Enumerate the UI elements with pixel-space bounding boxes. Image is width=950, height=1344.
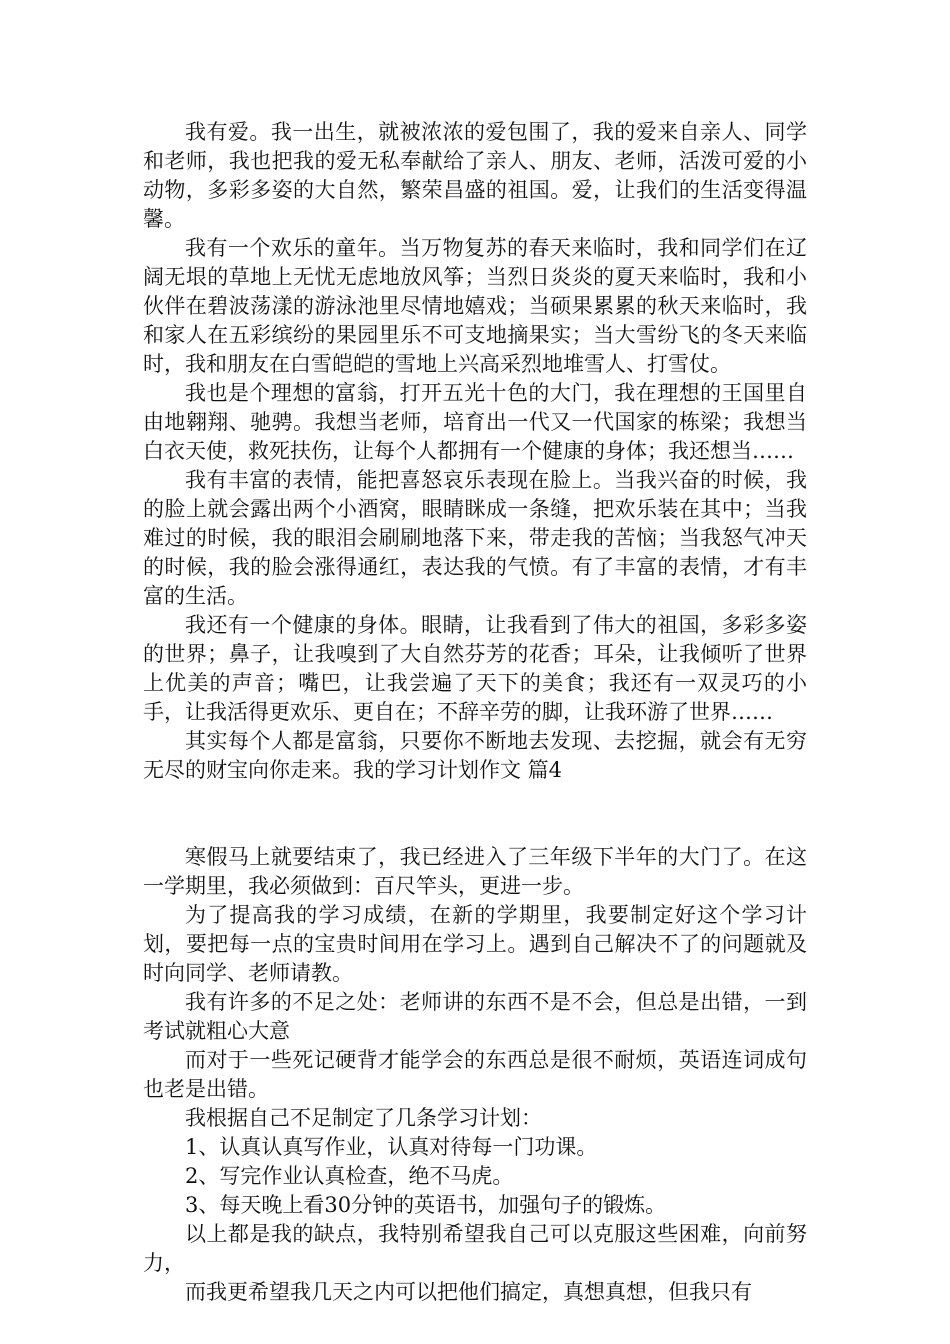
essay-section-1 <box>143 118 807 785</box>
list-item-plan-1: 1、认真认真写作业，认真对待每一门功课。 <box>185 1135 598 1159</box>
paragraph-expressions: 我有丰富的表情，能把喜怒哀乐表现在脸上。当我兴奋的时候，我的脸上就会露出两个小酒窝，眼睛眯成一条缝，把欢乐装在其中；当我难过的时候，我的眼泪会刷刷地落下来，带走我的苦恼；当我怒气冲天的时候，我的脸会涨得通红，表达我的气愤。有了丰富的表情，才有丰富的生活。 <box>143 468 807 608</box>
document-body <box>143 118 807 1307</box>
list-item-plan-3: 3、每天晚上看30分钟的英语书，加强句子的锻炼。 <box>185 1193 667 1217</box>
paragraph-plan-intro: 我根据自己不足制定了几条学习计划： <box>185 1106 542 1130</box>
paragraph-childhood: 我有一个欢乐的童年。当万物复苏的春天来临时，我和同学们在辽阔无垠的草地上无忧无虑地放风筝；当烈日炎炎的夏天来临时，我和小伙伴在碧波荡漾的游泳池里尽情地嬉戏；当硕果累累的秋天来临时，我和家人在五彩缤纷的果园里乐不可支地摘果实；当大雪纷飞的冬天来临时，我和朋友在白雪皑皑的雪地上兴高采烈地堆雪人、打雪仗。 <box>143 236 807 376</box>
paragraph-impatience: 而对于一些死记硬背才能学会的东西总是很不耐烦，英语连词成句也老是出错。 <box>143 1048 807 1101</box>
paragraph-overcome: 以上都是我的缺点，我特别希望我自己可以克服这些困难，向前努力， <box>143 1222 807 1275</box>
paragraph-shortcomings: 我有许多的不足之处：老师讲的东西不是不会，但总是出错，一到考试就粗心大意 <box>143 990 807 1043</box>
paragraph-conclusion-heading: 其实每个人都是富翁，只要你不断地去发现、去挖掘，就会有无穷无尽的财宝向你走来。我的学习计划作文 篇4 <box>143 729 807 782</box>
paragraph-hope: 而我更希望我几天之内可以把他们搞定，真想真想，但我只有 <box>185 1280 752 1304</box>
section-spacer <box>143 785 807 843</box>
essay-section-2 <box>143 843 807 1307</box>
paragraph-healthy-body: 我还有一个健康的身体。眼睛，让我看到了伟大的祖国，多彩多姿的世界；鼻子，让我嗅到了大自然芬芳的花香；耳朵，让我倾听了世界上优美的声音；嘴巴，让我尝遍了天下的美食；我还有一双灵巧的小手，让我活得更欢乐、更自在；不辞辛劳的脚，让我环游了世界…… <box>143 613 807 724</box>
paragraph-study-plan: 为了提高我的学习成绩，在新的学期里，我要制定好这个学习计划，要把每一点的宝贵时间用在学习上。遇到自己解决不了的问题就及时向同学、老师请教。 <box>143 903 807 985</box>
paragraph-ideals: 我也是个理想的富翁，打开五光十色的大门，我在理想的王国里自由地翱翔、驰骋。我想当老师，培育出一代又一代国家的栋梁；我想当白衣天使，救死扶伤，让每个人都拥有一个健康的身体；我还想当…… <box>143 381 807 463</box>
list-item-plan-2: 2、写完作业认真检查，绝不马虎。 <box>185 1164 514 1188</box>
paragraph-love: 我有爱。我一出生，就被浓浓的爱包围了，我的爱来自亲人、同学和老师，我也把我的爱无私奉献给了亲人、朋友、老师，活泼可爱的小动物，多彩多姿的大自然，繁荣昌盛的祖国。爱，让我们的生活变得温馨。 <box>143 120 807 231</box>
paragraph-winter-break: 寒假马上就要结束了，我已经进入了三年级下半年的大门了。在这一学期里，我必须做到：百尺竿头，更进一步。 <box>143 845 807 898</box>
